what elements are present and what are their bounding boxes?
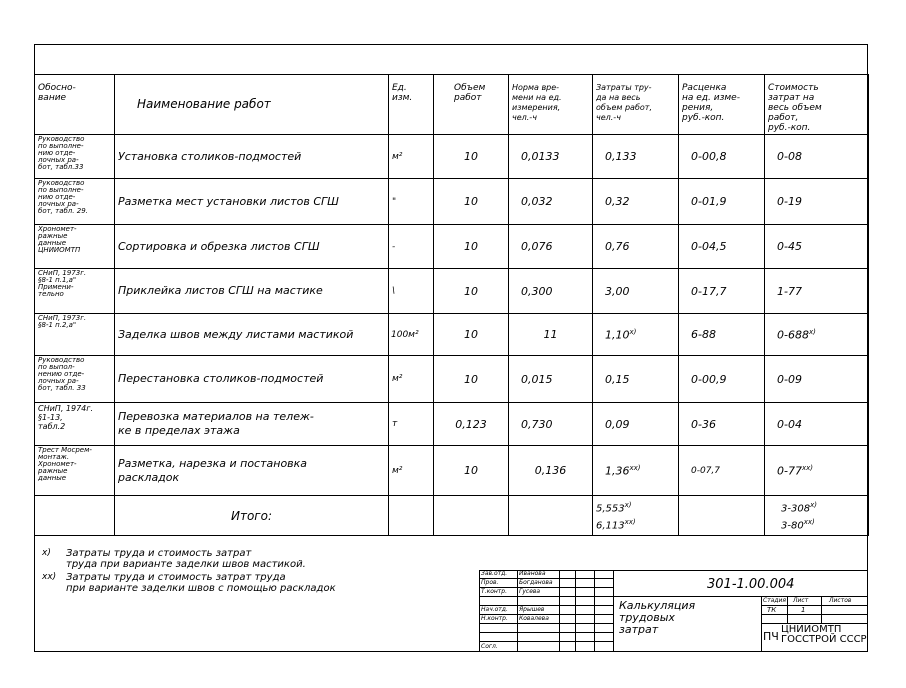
table-row [35, 446, 869, 496]
basis-cell: Трест Мосрем- монтаж. Хрономет- ражные данные [35, 446, 115, 496]
table-row [35, 135, 869, 179]
rate-cell: 0-00,9 [679, 356, 765, 403]
stage-value: ТК [767, 606, 777, 614]
labor-cell: 3,00 [593, 269, 679, 314]
signer-name: Ярышев [519, 606, 545, 613]
table-row [35, 179, 869, 225]
labor-cell: 0,32 [593, 179, 679, 225]
signer-name: Богданова [519, 579, 553, 586]
volume-cell: 10 [434, 179, 509, 225]
totals-empty-cell [35, 496, 115, 536]
unit-cell: т [389, 403, 434, 446]
work-cell: Сортировка и обрезка листов СГШ [115, 225, 389, 269]
rate-cell: 0-17,7 [679, 269, 765, 314]
unit-cell: м² [389, 446, 434, 496]
cost-cell: 0-08 [765, 135, 869, 179]
role-label: Н.контр. [481, 615, 508, 622]
norm-cell: 0,136 [509, 446, 593, 496]
volume-cell: 10 [434, 356, 509, 403]
totals-row [35, 496, 869, 536]
organization: ЦНИИОМТП ГОССТРОЙ СССР [781, 624, 867, 645]
header-volume: Объем работ [434, 75, 509, 135]
basis-cell: Руководство по выполне- нию отде- лочных ра- бот, табл. 29. [35, 179, 115, 225]
volume-cell: 10 [434, 225, 509, 269]
role-label: Зав.отд. [481, 570, 508, 577]
totals-cost: 3-308$^{x)}$ 3-80$^{xx)}$ [765, 496, 869, 536]
basis-cell: СНиП, 1973г. §8-1 п.2,а" [35, 314, 115, 356]
footnote-mark: xx) [629, 463, 641, 472]
table-row [35, 356, 869, 403]
norm-cell: 11 [509, 314, 593, 356]
table-row [35, 269, 869, 314]
rate-cell: 0-00,8 [679, 135, 765, 179]
labor-cell: 1,36$^{xx)}$ [593, 446, 679, 496]
basis-cell: СНиП, 1974г. §1-13, табл.2 [35, 403, 115, 446]
unit-cell: \ [389, 269, 434, 314]
labor-cell: 0,133 [593, 135, 679, 179]
work-cell: Заделка швов между листами мастикой [115, 314, 389, 356]
footnote: xx) Затраты труда и стоимость затрат труда при варианте заделки швов с помощью раскладок [42, 572, 336, 594]
rate-cell: 0-01,9 [679, 179, 765, 225]
norm-cell: 0,076 [509, 225, 593, 269]
totals-empty-cell [679, 496, 765, 536]
basis-cell: Руководство по выпол- нению отде- лочных ра- бот, табл. 33 [35, 356, 115, 403]
header-row [35, 75, 869, 135]
footnote-mark: x) [629, 327, 637, 336]
norm-cell: 0,032 [509, 179, 593, 225]
unit-cell: - [389, 225, 434, 269]
title-block [479, 570, 868, 652]
basis-cell: Хрономет- ражные данные ЦНИИОМТП [35, 225, 115, 269]
labor-cost-table [34, 74, 869, 536]
norm-cell: 0,300 [509, 269, 593, 314]
header-unit: Ед. изм. [389, 75, 434, 135]
norm-cell: 0,730 [509, 403, 593, 446]
cost-cell: 0-45 [765, 225, 869, 269]
sheet-value: 1 [801, 606, 806, 614]
sheets-label: Листов [829, 597, 852, 604]
labor-cell: 0,15 [593, 356, 679, 403]
volume-cell: 0,123 [434, 403, 509, 446]
rate-cell: 0-36 [679, 403, 765, 446]
norm-cell: 0,0133 [509, 135, 593, 179]
table-row [35, 314, 869, 356]
work-cell: Разметка, нарезка и постановка раскладок [115, 446, 389, 496]
volume-cell: 10 [434, 135, 509, 179]
cost-cell: 0-09 [765, 356, 869, 403]
table-row [35, 225, 869, 269]
labor-cell: 0,09 [593, 403, 679, 446]
volume-cell: 10 [434, 314, 509, 356]
volume-cell: 10 [434, 269, 509, 314]
totals-label: Итого: [115, 496, 389, 536]
role-label: Т.контр. [481, 588, 508, 595]
org-prefix: ПЧ [763, 630, 779, 643]
header-labor: Затраты тру- да на весь объем работ, чел.-ч [593, 75, 679, 135]
basis-cell: Руководство по выполне- нию отде- лочных ра- бот, табл.33 [35, 135, 115, 179]
role-label: Нач.отд. [481, 606, 508, 613]
totals-empty-cell [509, 496, 593, 536]
work-cell: Перестановка столиков-подмостей [115, 356, 389, 403]
cost-cell: 0-688$^{x)}$ [765, 314, 869, 356]
totals-labor: 5,553$^{x)}$ 6,113$^{xx)}$ [593, 496, 679, 536]
volume-cell: 10 [434, 446, 509, 496]
role-label: Пров. [481, 579, 499, 586]
document-code: 301-1.00.004 [707, 577, 795, 592]
unit-cell: " [389, 179, 434, 225]
cost-cell: 0-04 [765, 403, 869, 446]
totals-empty-cell [434, 496, 509, 536]
labor-cell: 1,10$^{x)}$ [593, 314, 679, 356]
stage-label: Стадия [763, 597, 787, 604]
document-title: Калькуляция трудовых затрат [619, 599, 696, 636]
sheet-label: Лист [793, 597, 809, 604]
unit-cell: м² [389, 135, 434, 179]
footnotes [42, 548, 466, 594]
signer-name: Гусева [519, 588, 541, 595]
work-cell: Установка столиков-подмостей [115, 135, 389, 179]
cost-cell: 0-77$^{xx)}$ [765, 446, 869, 496]
basis-cell: СНиП, 1973г. §8-1 п.1,а" Примени- тельно [35, 269, 115, 314]
header-name: Наименование работ [115, 75, 389, 135]
footnote-mark: xx) [801, 463, 813, 472]
footnote-mark: x) [808, 327, 816, 336]
work-cell: Приклейка листов СГШ на мастике [115, 269, 389, 314]
norm-cell: 0,015 [509, 356, 593, 403]
labor-cell: 0,76 [593, 225, 679, 269]
rate-cell: 0-04,5 [679, 225, 765, 269]
work-cell: Перевозка материалов на тележ- ке в пределах этажа [115, 403, 389, 446]
unit-cell: 100м² [389, 314, 434, 356]
work-cell: Разметка мест установки листов СГШ [115, 179, 389, 225]
header-rate: Расценка на ед. изме- рения, руб.-коп. [679, 75, 765, 135]
cost-cell: 1-77 [765, 269, 869, 314]
signer-name: Ковалева [519, 615, 549, 622]
role-label: Согл. [481, 643, 498, 650]
signer-name: Иванова [519, 570, 546, 577]
header-basis: Обосно- вание [35, 75, 115, 135]
rate-cell: 0-07,7 [679, 446, 765, 496]
cost-cell: 0-19 [765, 179, 869, 225]
header-norm: Норма вре- мени на ед. измерения, чел.-ч [509, 75, 593, 135]
totals-empty-cell [389, 496, 434, 536]
unit-cell: м² [389, 356, 434, 403]
table-row [35, 403, 869, 446]
footnote: x) Затраты труда и стоимость затрат труда при варианте заделки швов мастикой. [42, 548, 306, 570]
rate-cell: 6-88 [679, 314, 765, 356]
header-cost: Стоимость затрат на весь объем работ, руб.-коп. [765, 75, 869, 135]
